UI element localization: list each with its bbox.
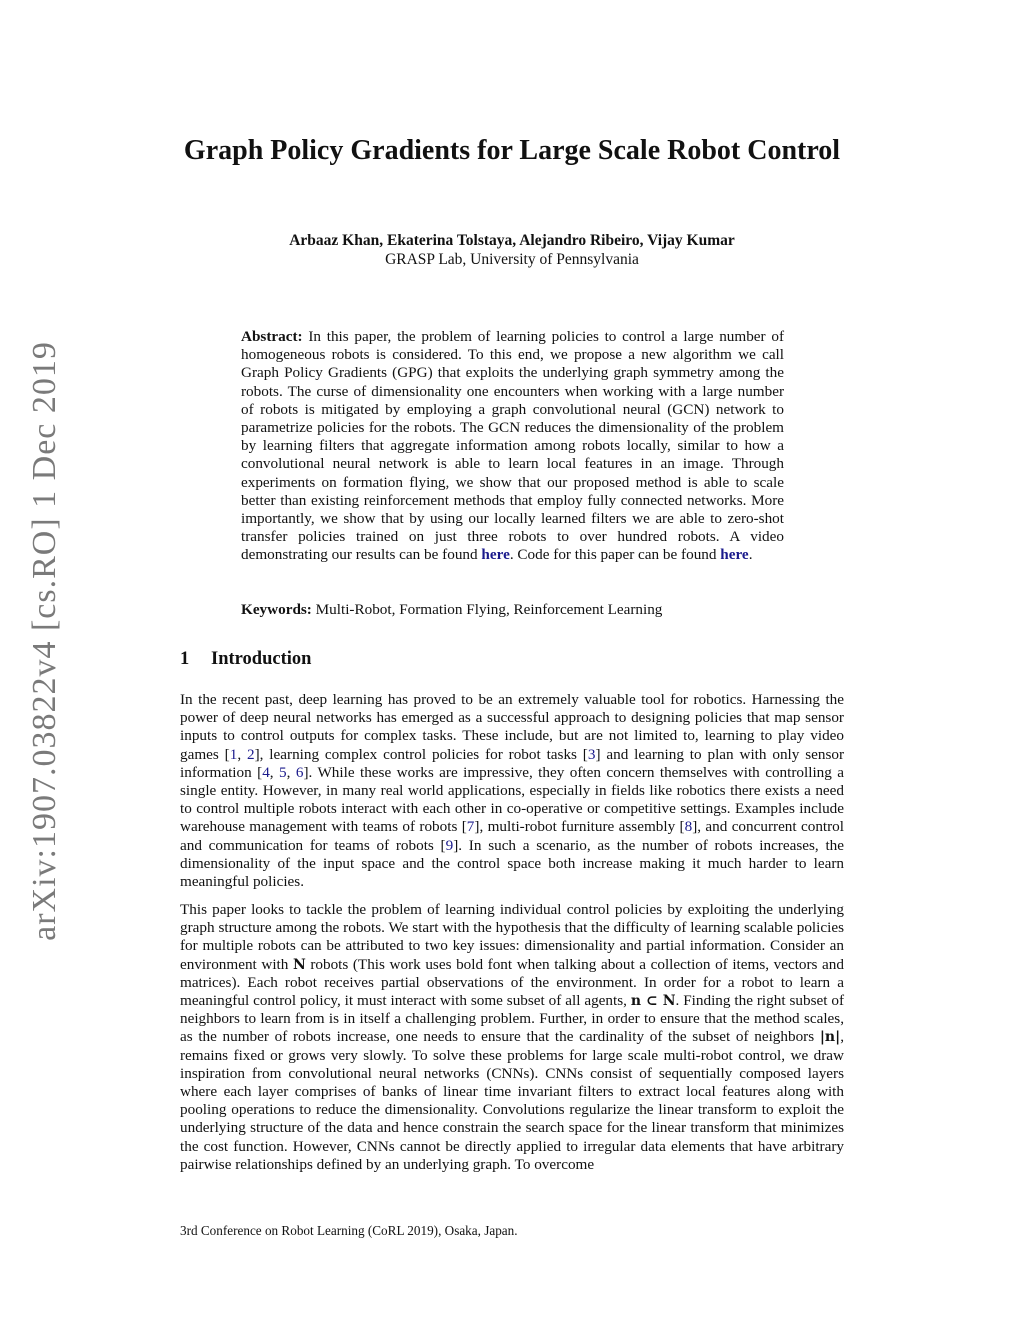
- citation-link[interactable]: 8: [684, 818, 693, 836]
- code-link[interactable]: here: [720, 546, 749, 564]
- text-run: ,: [286, 763, 296, 781]
- citation-link[interactable]: 1: [229, 745, 238, 763]
- citation-link[interactable]: 9: [445, 836, 454, 854]
- section-number: 1: [180, 649, 190, 669]
- abstract: [241, 328, 784, 565]
- affiliation: GRASP Lab, University of Pennsylvania: [385, 251, 639, 268]
- citation-link[interactable]: 7: [466, 818, 475, 836]
- text-run: This paper looks to tackle the problem of learning individual control policies by exploiting the underlying graph structure among the robots. We start with the hypothesis that the difficulty of learning scalable policies for multiple robots can be attributed to two key issues: dimensionality and partial information. Consider an environment with: [180, 901, 844, 973]
- citation-link[interactable]: 6: [295, 763, 304, 781]
- text-run: ], and concurrent control and communication for teams of robots [: [180, 818, 844, 854]
- citation-link[interactable]: 4: [262, 763, 270, 781]
- math-symbol: n ⊂ N: [630, 993, 676, 1010]
- text-run: ]. In such a scenario, as the number of robots increases, the dimensionality of the input space and the control space both increase making it much harder to learn meaningful policies.: [180, 836, 844, 891]
- video-link[interactable]: here: [481, 546, 510, 564]
- text-run: In the recent past, deep learning has proved to be an extremely valuable tool for robotics. Harnessing the power of deep neural networks has emerged as a successful approach to designing policies that map sensor inputs to control outputs for complex tasks. These include, but are not limited to, learning to play video games [: [180, 691, 844, 763]
- text-run: ,: [269, 763, 280, 781]
- arxiv-stamp: [18, 341, 72, 941]
- keywords-label: Keywords:: [241, 601, 312, 618]
- text-run: , remains fixed or grows very slowly. To solve these problems for large scale multi-robot control, we draw inspiration from convolutional neural networks (CNNs). CNNs consist of sequentially composed layers where each layer comprises of banks of linear time invariant filters to extract local features along with pooling operations to reduce the dimensionality. Convolutions regularize the linear transform to exploit the underlying structure of the data and hence constrain the search space for the linear transform that minimizes the cost function. However, CNNs cannot be directly applied to irregular data elements that have arbitrary pairwise relationships defined by an underlying graph. To overcome: [180, 1028, 844, 1173]
- text-run: . Finding the right subset of neighbors to learn from is in itself a challenging problem. Further, in order to ensure that the method scales, as the number of robots increase, one needs to ensure that the cardinality of the subset of neighbors: [180, 992, 844, 1046]
- paper-title: Graph Policy Gradients for Large Scale Robot Control: [183, 135, 841, 166]
- arxiv-stamp-text: arXiv:1907.03822v4 [cs.RO] 1 Dec 2019: [26, 341, 64, 941]
- abstract-text: In this paper, the problem of learning policies to control a large number of homogeneous robots is considered. To this end, we propose a new algorithm we call Graph Policy Gradients (GPG) that exploits the underlying graph symmetry among the robots. The curse of dimensionality one encounters when working with a large number of robots is mitigated by employing a graph convolutional neural (GCN) network to parametrize policies for the robots. The GCN reduces the dimensionality of the problem by learning filters that aggregate information among robots locally, similar to how a convolutional neural network is able to learn local features in an image. Through experiments on formation flying, we show that our proposed method is able to scale better than existing reinforcement methods that employ fully connected networks. More importantly, we show that by using our locally learned filters we are able to zero-shot transfer policies trained on just three robots to over hundred robots. A video demonstrating our results can be found: [241, 328, 784, 564]
- citation-link[interactable]: 5: [279, 763, 287, 781]
- abstract-end: .: [748, 546, 753, 564]
- keywords: [241, 601, 784, 619]
- text-run: ]. While these works are impressive, they often concern themselves with controlling a single entity. However, in many real world applications, especially in fields like robotics there exists a need to control multiple robots interact with each other in co-operative or competitive settings. Examples include warehouse management with teams of robots [: [180, 763, 845, 836]
- text-run: robots (This work uses bold font when talking about a collection of items, vectors and matrices). Each robot receives partial observations of the environment. In order for a robot to learn a meaningful control policy, it must interact with some subset of all agents,: [180, 955, 844, 1010]
- intro-paragraph-1: [180, 691, 844, 891]
- abstract-label: Abstract:: [241, 328, 303, 345]
- conference-footer: 3rd Conference on Robot Learning (CoRL 2019), Osaka, Japan.: [180, 1223, 518, 1238]
- author-list: Arbaaz Khan, Ekaterina Tolstaya, Alejandro Ribeiro, Vijay Kumar: [289, 232, 735, 249]
- text-run: ,: [237, 745, 247, 763]
- section-title: Introduction: [211, 649, 312, 669]
- keywords-text: Multi-Robot, Formation Flying, Reinforcement Learning: [315, 601, 663, 618]
- math-symbol: |n|: [819, 1029, 841, 1046]
- text-run: ] and learning to plan with only sensor information [: [180, 745, 845, 781]
- text-run: ], multi-robot furniture assembly [: [474, 818, 685, 836]
- abstract-mid: . Code for this paper can be found: [509, 546, 721, 564]
- math-symbol: N: [292, 956, 306, 973]
- citation-link[interactable]: 3: [587, 745, 596, 763]
- section-heading-introduction: [180, 648, 844, 670]
- intro-paragraph-2: [180, 901, 844, 1174]
- citation-link[interactable]: 2: [247, 745, 255, 763]
- text-run: ], learning complex control policies for robot tasks [: [254, 745, 588, 763]
